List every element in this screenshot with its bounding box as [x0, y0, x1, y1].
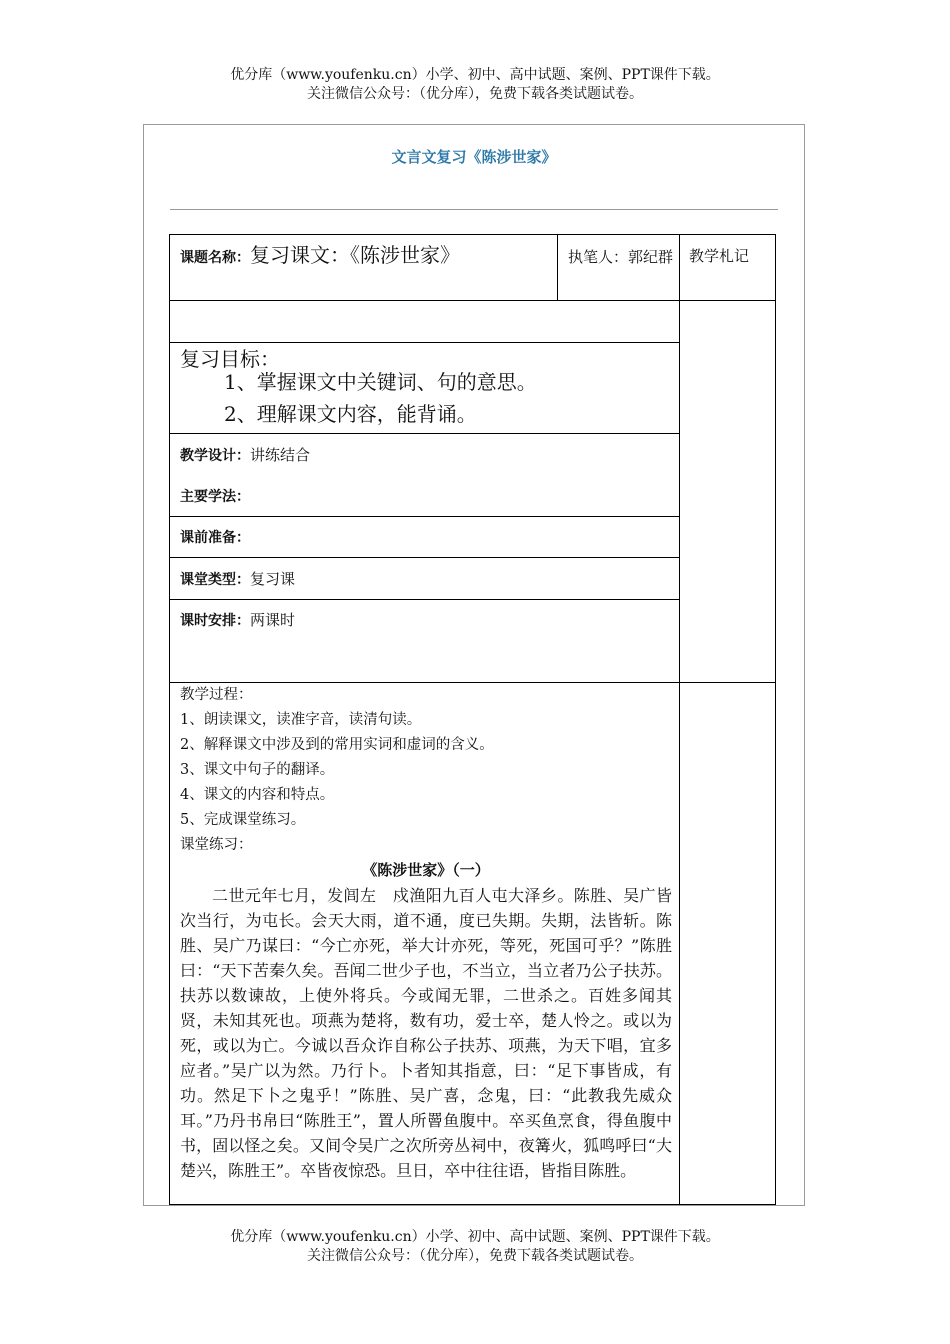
passage-text: 二世元年七月，发闾左 戍渔阳九百人屯大泽乡。陈胜、吴广皆次当行，为屯长。会天大雨，道不通，度已失期。失期，法皆斩。陈胜、吴广乃谋曰：“今亡亦死，举大计亦死，等死，死国可乎？”陈胜曰：“天下苦秦久矣。吾闻二世少子也，不当立，当立者乃公子扶苏。扶苏以数谏故，上使外将兵。今或闻无罪，二世杀之。百姓多闻其贤，未知其死也。项燕为楚将，数有功，爱士卒，楚人怜之。或以为死，或以为亡。今诚以吾众诈自称公子扶苏、项燕，为天下唱，宜多应者。”吴广以为然。乃行卜。卜者知其指意，曰：“足下事皆成，有功。然足下卜之鬼乎！”陈胜、吴广喜，念鬼，曰：“此教我先威众耳。”乃丹书帛曰“陈胜王”，置人所罾鱼腹中。卒买鱼烹食，得鱼腹中书，固以怪之矣。又间令吴广之次所旁丛祠中，夜篝火，狐鸣呼曰“大楚兴，陈胜王”。卒皆夜惊恐。旦日，卒中往往语，皆指目陈胜。 — [180, 886, 672, 1180]
hours-value: 两课时 — [250, 611, 296, 629]
document-title: 文言文复习《陈涉世家》 — [391, 148, 557, 166]
table-border — [169, 1204, 776, 1205]
section-title: 《陈涉世家》（一） — [362, 861, 490, 879]
process-item: 3、课文中句子的翻译。 — [180, 762, 335, 778]
table-border — [169, 433, 680, 434]
method-row — [180, 485, 670, 508]
practice-label: 课堂练习： — [180, 837, 253, 853]
topic-cell — [180, 244, 552, 269]
header-line-2: 关注微信公众号：（优分库），免费下载各类试题试卷。 — [307, 86, 643, 102]
table-border — [169, 234, 776, 235]
table-border — [775, 234, 776, 1205]
prep-row — [180, 526, 670, 549]
type-value: 复习课 — [250, 570, 296, 588]
footer-line-2: 关注微信公众号：（优分库），免费下载各类试题试卷。 — [307, 1248, 643, 1264]
title-divider — [170, 209, 778, 210]
hours-row — [180, 609, 670, 632]
footer-line-1: 优分库（www.youfenku.cn）小学、初中、高中试题、案例、PPT课件下载。 — [230, 1229, 720, 1245]
hours-label: 课时安排： — [180, 613, 250, 629]
topic-label: 课题名称： — [180, 250, 250, 266]
header-line-1: 优分库（www.youfenku.cn）小学、初中、高中试题、案例、PPT课件下载。 — [230, 67, 720, 83]
table-border — [557, 234, 558, 300]
topic-value: 复习课文：《陈涉世家》 — [250, 243, 460, 267]
page-footer — [0, 1228, 950, 1266]
process-section — [180, 683, 672, 1183]
method-label: 主要学法： — [180, 489, 250, 505]
type-row — [180, 568, 670, 591]
process-item: 4、课文的内容和特点。 — [180, 787, 335, 803]
process-title: 教学过程： — [180, 687, 253, 703]
table-border — [169, 342, 680, 343]
table-border — [169, 599, 680, 600]
table-border — [169, 516, 680, 517]
design-value: 讲练结合 — [250, 446, 311, 464]
process-item: 5、完成课堂练习。 — [180, 812, 306, 828]
table-border — [169, 557, 680, 558]
type-label: 课堂类型： — [180, 572, 250, 588]
goal-item: 2、理解课文内容，能背诵。 — [224, 402, 477, 426]
design-row — [180, 444, 670, 467]
process-item: 1、朗读课文，读准字音，读清句读。 — [180, 712, 422, 728]
table-border — [169, 234, 170, 1205]
table-border — [679, 234, 680, 1205]
goals-title: 复习目标： — [180, 347, 280, 371]
notes-header: 教学札记 — [689, 247, 750, 265]
prep-label: 课前准备： — [180, 530, 250, 546]
goal-item: 1、掌握课文中关键词、句的意思。 — [224, 370, 537, 394]
process-item: 2、解释课文中涉及到的常用实词和虚词的含义。 — [180, 737, 494, 753]
table-border — [169, 300, 776, 301]
author-cell: 执笔人：郭纪群 — [568, 248, 674, 266]
page-header — [0, 66, 950, 104]
design-label: 教学设计： — [180, 448, 250, 464]
